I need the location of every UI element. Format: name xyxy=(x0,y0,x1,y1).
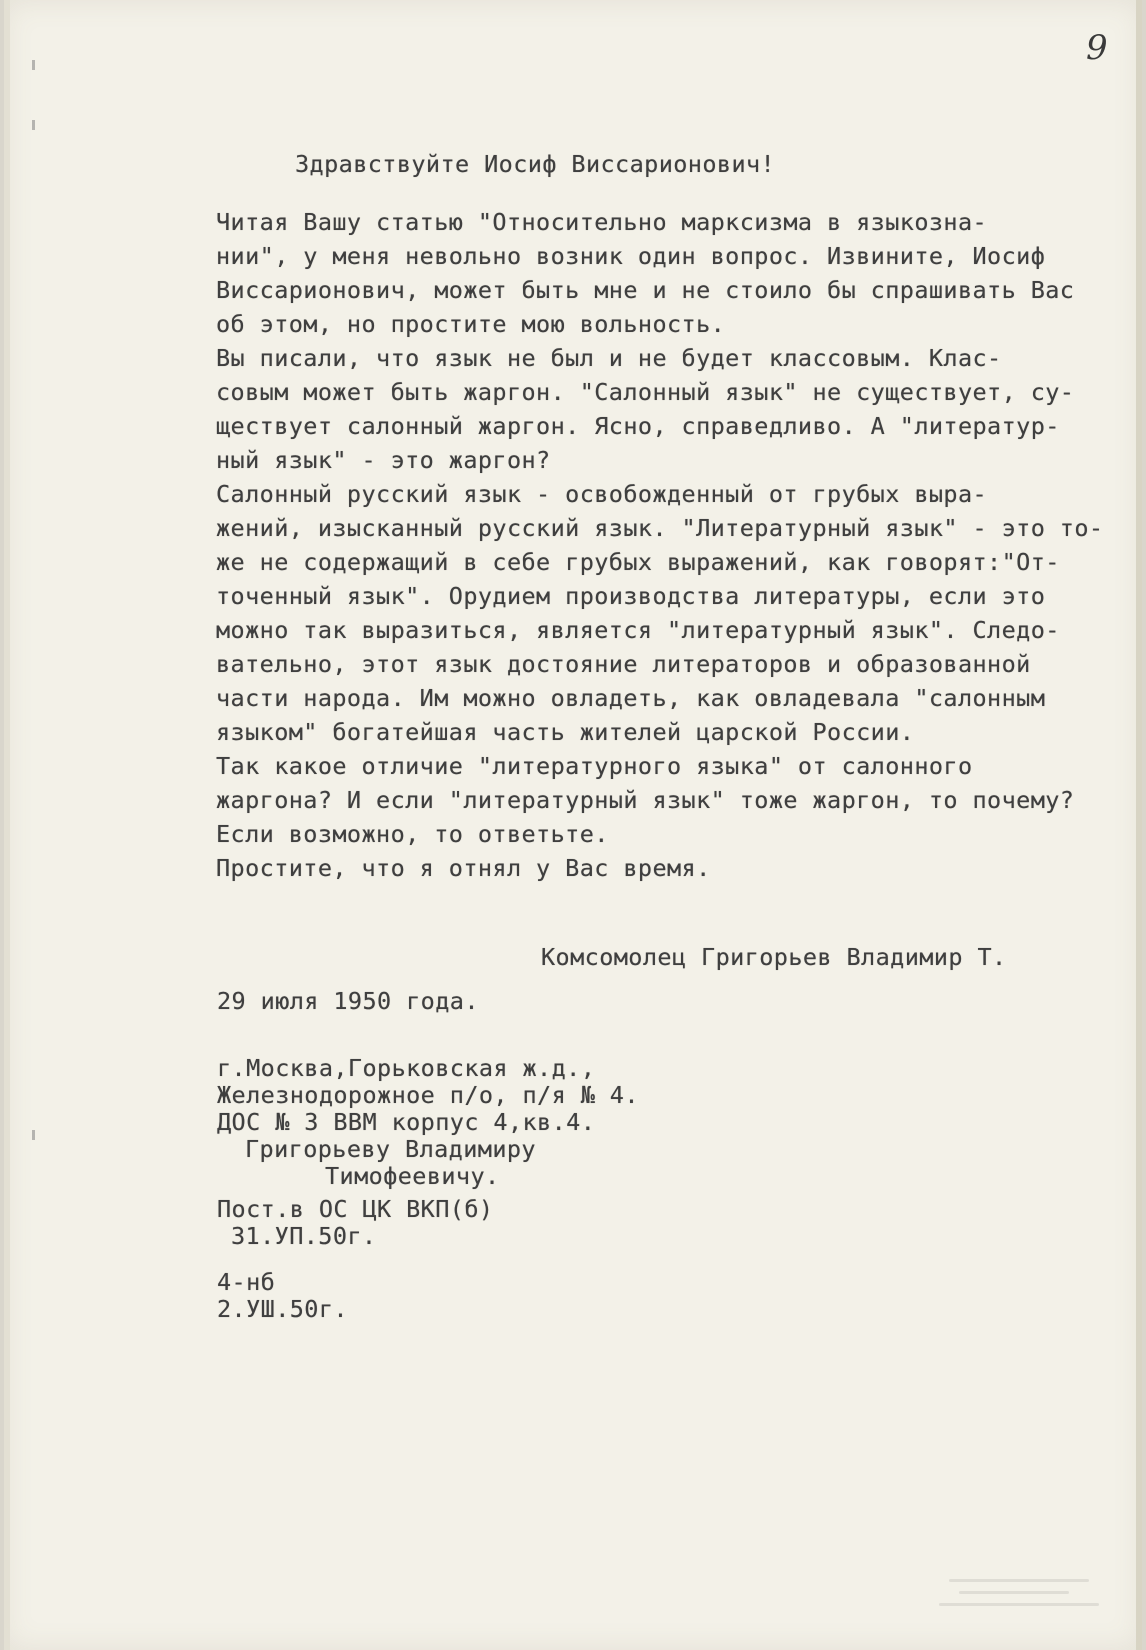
body-line: Вы писали, что язык не был и не будет классовым. Клас- xyxy=(216,344,1002,372)
receipt-note xyxy=(217,1196,493,1250)
registration-number: 4-нб xyxy=(217,1268,276,1296)
body-line: нии", у меня невольно возник один вопрос. Извините, Иосиф xyxy=(216,242,1046,270)
page-number: 9 xyxy=(1086,28,1108,68)
body-line: жений, изысканный русский язык. "Литературный язык" - это то- xyxy=(216,514,1104,542)
greeting: Здравствуйте Иосиф Виссарионович! xyxy=(295,150,776,178)
body-line: Салонный русский язык - освобожденный от грубых выра- xyxy=(216,480,988,508)
body-line: точенный язык". Орудием производства литературы, если это xyxy=(216,582,1046,610)
receipt-line: Пост.в ОС ЦК ВКП(б) xyxy=(217,1195,494,1223)
return-address xyxy=(217,1055,639,1190)
punch-mark xyxy=(32,1130,35,1140)
letter-body xyxy=(216,205,1116,885)
body-line: языком" богатейшая часть жителей царской России. xyxy=(216,718,915,746)
punch-mark xyxy=(32,60,35,70)
page-right-edge xyxy=(1136,0,1142,1650)
body-line: же не содержащий в себе грубых выражений, как говорят:"От- xyxy=(216,548,1060,576)
body-line: ществует салонный жаргон. Ясно, справедливо. А "литератур- xyxy=(216,412,1060,440)
receipt-date: 31.УП.50г. xyxy=(231,1222,377,1250)
signature: Комсомолец Григорьев Владимир Т. xyxy=(541,943,1007,971)
body-line: Простите, что я отнял у Вас время. xyxy=(216,854,711,882)
body-line: части народа. Им можно овладеть, как овладевала "салонным xyxy=(216,684,1046,712)
page-left-edge xyxy=(4,0,10,1650)
body-line: Виссарионович, может быть мне и не стоило бы спрашивать Вас xyxy=(216,276,1075,304)
address-line: ДОС № 3 ВВМ корпус 4,кв.4. xyxy=(217,1108,596,1136)
letter-date: 29 июля 1950 года. xyxy=(217,987,479,1015)
body-line: об этом, но простите мою вольность. xyxy=(216,310,726,338)
registration-date: 2.УШ.50г. xyxy=(217,1295,348,1323)
address-line: Железнодорожное п/о, п/я № 4. xyxy=(217,1081,639,1109)
body-line: ный язык" - это жаргон? xyxy=(216,446,551,474)
body-line: Если возможно, то ответьте. xyxy=(216,820,609,848)
body-line: Читая Вашу статью "Относительно марксизма в языкозна- xyxy=(216,208,988,236)
registration-note xyxy=(217,1269,348,1323)
address-line: г.Москва,Горьковская ж.д., xyxy=(217,1054,596,1082)
punch-mark xyxy=(32,120,35,130)
document-page xyxy=(4,0,1142,1650)
body-line: жаргона? И если "литературный язык" тоже жаргон, то почему? xyxy=(216,786,1075,814)
body-line: вательно, этот язык достояние литераторов и образованной xyxy=(216,650,1031,678)
address-recipient: Григорьеву Владимиру xyxy=(245,1135,536,1163)
body-line: совым может быть жаргон. "Салонный язык" не существует, су- xyxy=(216,378,1075,406)
body-line: можно так выразиться, является "литературный язык". Следо- xyxy=(216,616,1060,644)
address-recipient: Тимофеевичу. xyxy=(325,1162,500,1190)
faint-bleedthrough xyxy=(909,1570,1109,1630)
body-line: Так какое отличие "литературного языка" от салонного xyxy=(216,752,973,780)
